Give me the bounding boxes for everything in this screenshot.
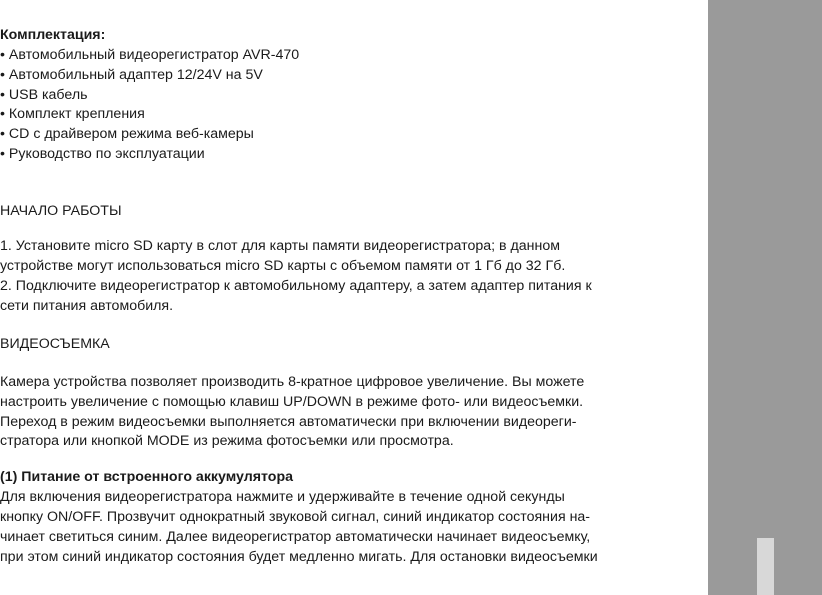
battery-line: при этом синий индикатор состояния будет медленно мигать. Для остановки видеосъемки: [0, 549, 598, 565]
kit-item: • Автомобильный видеорегистратор AVR-470: [0, 47, 300, 63]
kit-item: • Комплект крепления: [0, 106, 145, 122]
start-line: 2. Подключите видеорегистратор к автомобильному адаптеру, а затем адаптер питания к: [0, 278, 592, 294]
video-line: Камера устройства позволяет производить 8-кратное цифровое увеличение. Вы можете: [0, 374, 585, 390]
battery-line: чинает светиться синим. Далее видеорегистратор автоматически начинает видеосъемку,: [0, 529, 591, 545]
kit-item: • USB кабель: [0, 87, 88, 103]
video-line: стратора или кнопкой MODE из режима фотосъемки или просмотра.: [0, 433, 454, 449]
kit-item: • Автомобильный адаптер 12/24V на 5V: [0, 67, 263, 83]
video-line: настроить увеличение с помощью клавиш UP/DOWN в режиме фото- или видеосъемки.: [0, 394, 584, 410]
page-tab-marker: [757, 538, 774, 595]
kit-heading: Комплектация:: [0, 27, 106, 43]
kit-item: • Руководство по эксплуатации: [0, 146, 205, 162]
start-line: 1. Установите micro SD карту в слот для карты памяти видеорегистратора; в данном: [0, 238, 560, 254]
start-line: устройстве могут использоваться micro SD карты с объемом памяти от 1 Гб до 32 Гб.: [0, 258, 566, 274]
video-line: Переход в режим видеосъемки выполняется автоматически при включении видеореги-: [0, 414, 577, 430]
battery-line: Для включения видеорегистратора нажмите и удерживайте в течение одной секунды: [0, 489, 565, 505]
battery-heading: (1) Питание от встроенного аккумулятора: [0, 469, 294, 485]
battery-line: кнопку ON/OFF. Прозвучит однократный звуковой сигнал, синий индикатор состояния на-: [0, 509, 591, 525]
kit-item: • CD с драйвером режима веб-камеры: [0, 126, 254, 142]
start-line: сети питания автомобиля.: [0, 298, 174, 314]
page-side-margin: [708, 0, 822, 595]
video-heading: ВИДЕОСЪЕМКА: [0, 336, 110, 352]
start-heading: НАЧАЛО РАБОТЫ: [0, 203, 122, 219]
